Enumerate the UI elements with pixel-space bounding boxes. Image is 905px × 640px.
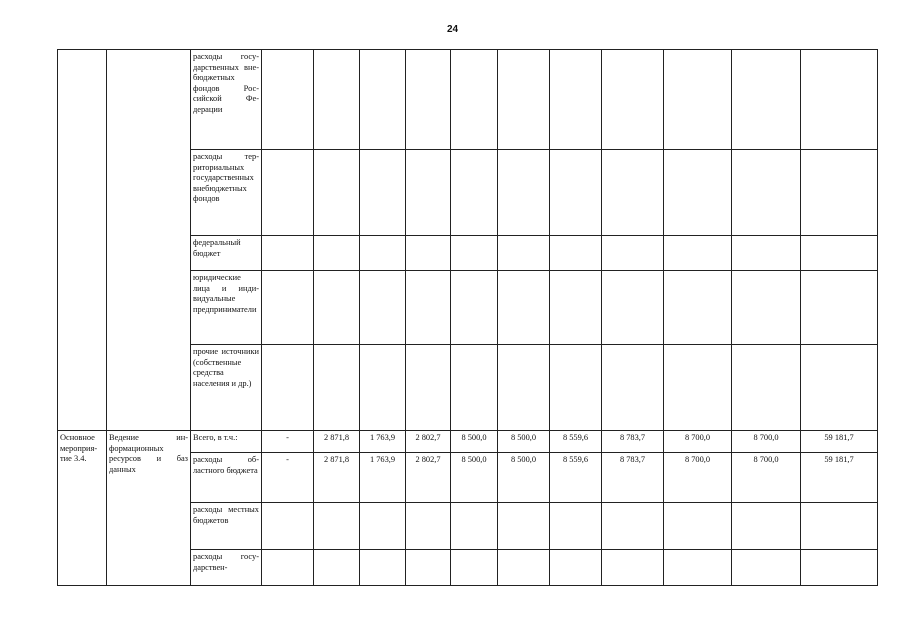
value-cell-total: 59 181,7 <box>801 453 878 503</box>
value-cell: 2 871,8 <box>314 431 360 453</box>
funding-source: расходы местных бюджетов <box>191 503 262 550</box>
funding-source: расходы государствен- <box>191 550 262 586</box>
funding-source: расходы областного бюджета <box>191 453 262 503</box>
value-cell: 1 763,9 <box>360 431 406 453</box>
funding-source: Всего, в т.ч.: <box>191 431 262 453</box>
funding-source: расходы территориальных государственных внебюджетных фондов <box>191 150 262 236</box>
value-cell: 8 700,0 <box>732 431 801 453</box>
value-cell: - <box>262 431 314 453</box>
value-cell: 1 763,9 <box>360 453 406 503</box>
funding-source: юридические лица и индивидуальные предприниматели <box>191 271 262 345</box>
measure-name: Ведение информационных ресурсов и баз данных <box>107 431 191 586</box>
measure-code: Основное мероприятие 3.4. <box>58 431 107 586</box>
value-cell: 8 700,0 <box>732 453 801 503</box>
page-number: 24 <box>446 24 459 35</box>
funding-source: федеральный бюджет <box>191 236 262 271</box>
value-cell: - <box>262 453 314 503</box>
value-cell: 8 700,0 <box>664 431 732 453</box>
table-row <box>58 50 878 150</box>
budget-table <box>57 49 878 586</box>
table-row <box>58 431 878 453</box>
value-cell-total: 59 181,7 <box>801 431 878 453</box>
value-cell: 8 783,7 <box>602 453 664 503</box>
value-cell: 2 871,8 <box>314 453 360 503</box>
funding-source: прочие источники (собственные средства населения и др.) <box>191 345 262 431</box>
value-cell: 8 500,0 <box>498 453 550 503</box>
value-cell: 2 802,7 <box>406 431 451 453</box>
value-cell: 2 802,7 <box>406 453 451 503</box>
value-cell: 8 559,6 <box>550 431 602 453</box>
value-cell: 8 559,6 <box>550 453 602 503</box>
value-cell: 8 500,0 <box>451 453 498 503</box>
measure-code-cell-prev <box>58 50 107 431</box>
value-cell: 8 500,0 <box>451 431 498 453</box>
measure-name-cell-prev <box>107 50 191 431</box>
funding-source: расходы государственных внебюджетных фондов Российской Федерации <box>191 50 262 150</box>
value-cell: 8 500,0 <box>498 431 550 453</box>
value-cell: 8 700,0 <box>664 453 732 503</box>
value-cell: 8 783,7 <box>602 431 664 453</box>
